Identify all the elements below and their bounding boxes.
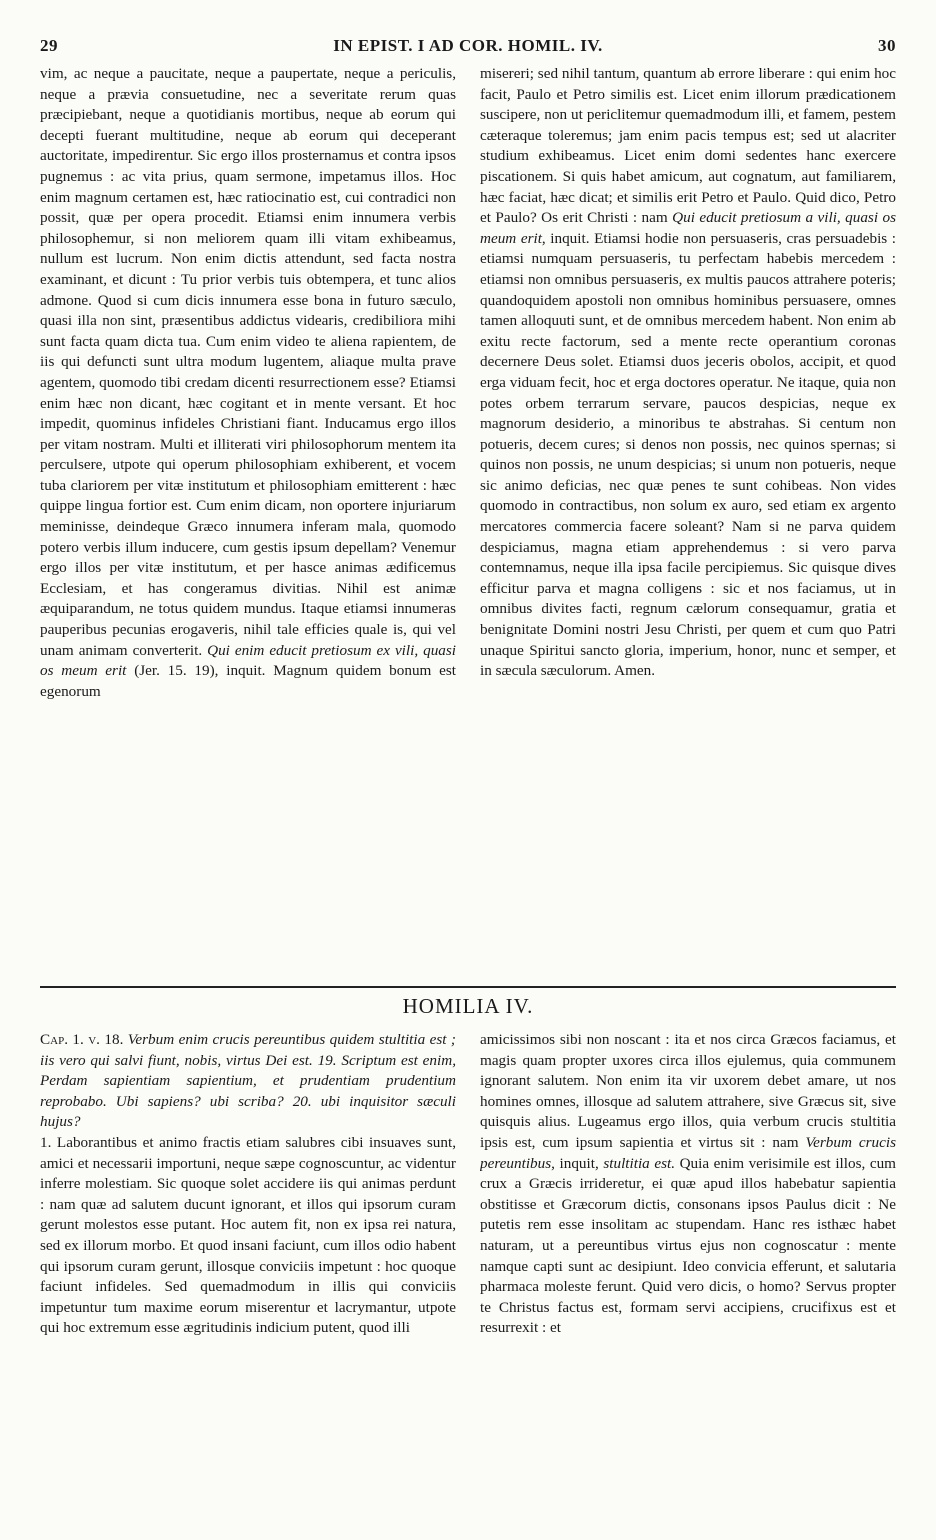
chapter-verse-ref: Cap. 1. v. 18. [40,1031,124,1048]
body-text: (Jer. 15. 19), inquit. Magnum quidem bonum est egenorum [40,662,456,700]
section-divider [40,986,896,988]
column-bottom-left [40,1030,456,1500]
body-text: , inquit. Etiamsi hodie non persuaseris, cras persuadebis : etiamsi numquam persuaseris, tu perfectam habebis mercedem : etiamsi non omnibus persuaseris, ex multis paucos attrahere poteris; quandoquidem apostoli non omnibus hominibus persuasere, omnes tamen alloquuti sunt, et de omnibus mercedem habent. Non enim ab exitu recte factorum, sed a mente recte operantium coronas decernere Deus solet. Etiamsi duos jeceris obolos, accipit, et quod erga viduam fecit, hoc et erga doctores operatur. Ne itaque, quia non potes orbem terrarum servare, paucos despicias, neque ex magnorum desiderio, a minoribus te abstrahas. Si centum non potueris, decem cures; si denos non possis, nec quinos spernas; si quinos non possis, ne unum despicias; si unum non potueris, neque sic animo deficias, nec quæ penes te sunt cohibeas. Non vides quomodo in contractibus, non solum ex auro, sed etiam ex argento mercatores commercia facere soleant? Nam si ne parva quidem despiciamus, magna etiam apprehendemus : si vero parva contemnamus, neque illa ipsa facile percipiemus. Sic quisque dives efficitur parva et magna colligens : sic et nos faciamus, ut in omnibus divites facti, regnum cælorum consequamur, gratia et benignitate Domini nostri Jesu Christi, per quem et cum quo Patri unaque Spiritui sancto gloria, imperium, honor, nunc et semper, et in sæcula sæculorum. Amen. [480,229,896,680]
body-text: Quia enim verisimile est illos, cum crux a Græcis irrideretur, ei quæ apud illos habebatur sapientia obstitisse et Græcorum dictis, consonans ipsos Paulus dicit : Ne putetis rem esse insolitam ac stupendam. Hanc res isthæc habet naturam, ut a pereuntibus virtus ejus non cognoscatur : mente namque capti sunt ac desipiunt. Ideo convicia efferunt, et salutaria pharmaca moleste ferunt. Quid vero dicis, o homo? Servus propter te Christus factus est, formam servi accipiens, crucifixus est et resurrexit : et [480,1154,896,1337]
body-text: vim, ac neque a paucitate, neque a paupertate, neque a periculis, neque a prævia consuetudine, nec a severitate rerum quas præcipiebant, neque a quotidianis mortibus, neque ab eorum qui decepti fuerant multitudine, neque ab eorum qui deceperant auctoritate, impedirentur. Sic ergo illos prosternamus et contra ipsos pugnemus : ac vita prius, quam sermone, impetamus illos. Hoc enim magnum certamen est, hæc ratiocinatio est, cui contradici non possit, quæ per opera procedit. Etiamsi enim innumera verbis philosophemur, si non meliorem quam illi vitam exhibeamus, nullum est lucrum. Non enim dictis attendunt, sed facta nostra examinant, et dicunt : Tu prior verbis tuis obtempera, et tunc alios admone. Quod si cum dicis innumera esse bona in futuro sæculo, quasi illa non sint, præsentibus addictus videaris, credibiliora mihi sunt facta quam dicta tua. Cum enim video te aliena rapientem, de iis qui defuncti sunt ultra modum lugentem, aliaque multa prave agentem, quomodo tibi credam dicenti resurrectionem esse? Etiamsi enim hæc non dicant, hæc cogitant et in mente versant. Et hoc impedit, quominus infideles Christiani fiant. Inducamus ergo illos per vitam nostram. Multi et illiterati viri philosophorum mentem ita perculsere, utpote qui operum philosophiam exhiberent, et vocem tuba clariorem per vitæ institutum et philosophiam emitterent : hæc quippe lingua fortior est. Cum enim dicam, non oportere injuriarum meminisse, deindeque Græco innumera inferam mala, quomodo potero verbis illum inducere, cum gestis ipsum depellam? Venemur ergo illos per vitæ institutum, et per hasce animas ædificemus Ecclesiam, et has congeramus divitias. Nihil est animæ æquiparandum, ne totus quidem mundus. Itaque etiamsi innumeras pauperibus pecunias erogaveris, nihil tale efficies quale is, qui vel unam animam converterit. [40,65,456,659]
paragraph [40,1133,456,1339]
scripture-quote: stultitia est. [603,1154,675,1172]
lemma-paragraph [40,1030,456,1133]
column-bottom-right [480,1030,896,1500]
column-top-left [40,64,456,980]
running-title: IN EPIST. I AD COR. HOMIL. IV. [333,36,603,55]
scripture-quote: Qui educit pretiosum a vili, quasi os meum erit [480,209,896,247]
body-text: misereri; sed nihil tantum, quantum ab errore liberare : qui enim hoc facit, Paulo et Petro similis est. Licet enim illorum prædicationem suscipere, non ut periclitemur quemadmodum illi, et famem, pestem cæteraque toleremus; jam enim pacis tempus est; sed ut alacriter studium exhibeamus. Licet enim domi sedentes hanc exercere piscationem. Si quis habet amicum, aut cognatum, aut familiarem, hæc faciat, hæc dicat; et similis erit Petro et Paulo. Quid dico, Petro et Paulo? Os erit Christi : nam [480,65,896,227]
running-header [40,36,896,62]
body-text: amicissimos sibi non noscant : ita et nos circa Græcos faciamus, et magis quam propter uxores circa illos ejulemus, quia communem ignorant salutem. Non enim ita vir uxorem debet amare, ut nos homines omnes, illosque ad salutem attrahere, sive Græcus sit, sive quisquis alius. Lugeamus ergo illos, quia verbum crucis stultitia ipsis est, cum ipsum sapientia et virtus sit : nam [480,1031,896,1151]
body-text: , inquit, [551,1154,599,1172]
column-top-right [480,64,896,980]
page-number-right: 30 [878,36,896,55]
scripture-quote: Verbum crucis pereuntibus [480,1133,896,1172]
paragraph [480,64,896,682]
homily-title: HOMILIA IV. [402,994,534,1018]
scripture-quote: Qui enim educit pretiosum ex vili, quasi os meum erit [40,641,456,680]
scripture-lemma: Verbum enim crucis pereuntibus quidem stultitia est ; iis vero qui salvi fiunt, nobis, virtus Dei est. 19. Scriptum est enim, Perdam sapientiam sapientium, et prudentiam prudentium reprobabo. Ubi sapiens? ubi scriba? 20. ubi inquisitor sæculi hujus? [40,1031,456,1131]
paragraph [480,1030,896,1339]
page-number-left: 29 [40,36,58,55]
paragraph [40,64,456,702]
body-text: 1. Laborantibus et animo fractis etiam salubres cibi insuaves sunt, amici et necessarii importuni, neque sæpe cognoscuntur, ac videntur inferre molestiam. Sic quoque solet accidere iis qui animas perdunt : nam quæ ad salutem ducunt ignorant, et illos qui ipsorum curam gerunt molestos esse putant. Hoc autem fit, non ex ipsa rei natura, sed ex illorum morbo. Et quod insani faciunt, cum illos odio habent qui ipsorum curam gerunt, illosque conviciis impetunt : hoc quoque faciunt infideles. Sed quemadmodum in illis qui conviciis impetuntur tum maxime eorum miserentur et lacrymantur, utpote qui hoc extremum esse ægritudinis indicium putent, quod illi [40,1133,456,1337]
